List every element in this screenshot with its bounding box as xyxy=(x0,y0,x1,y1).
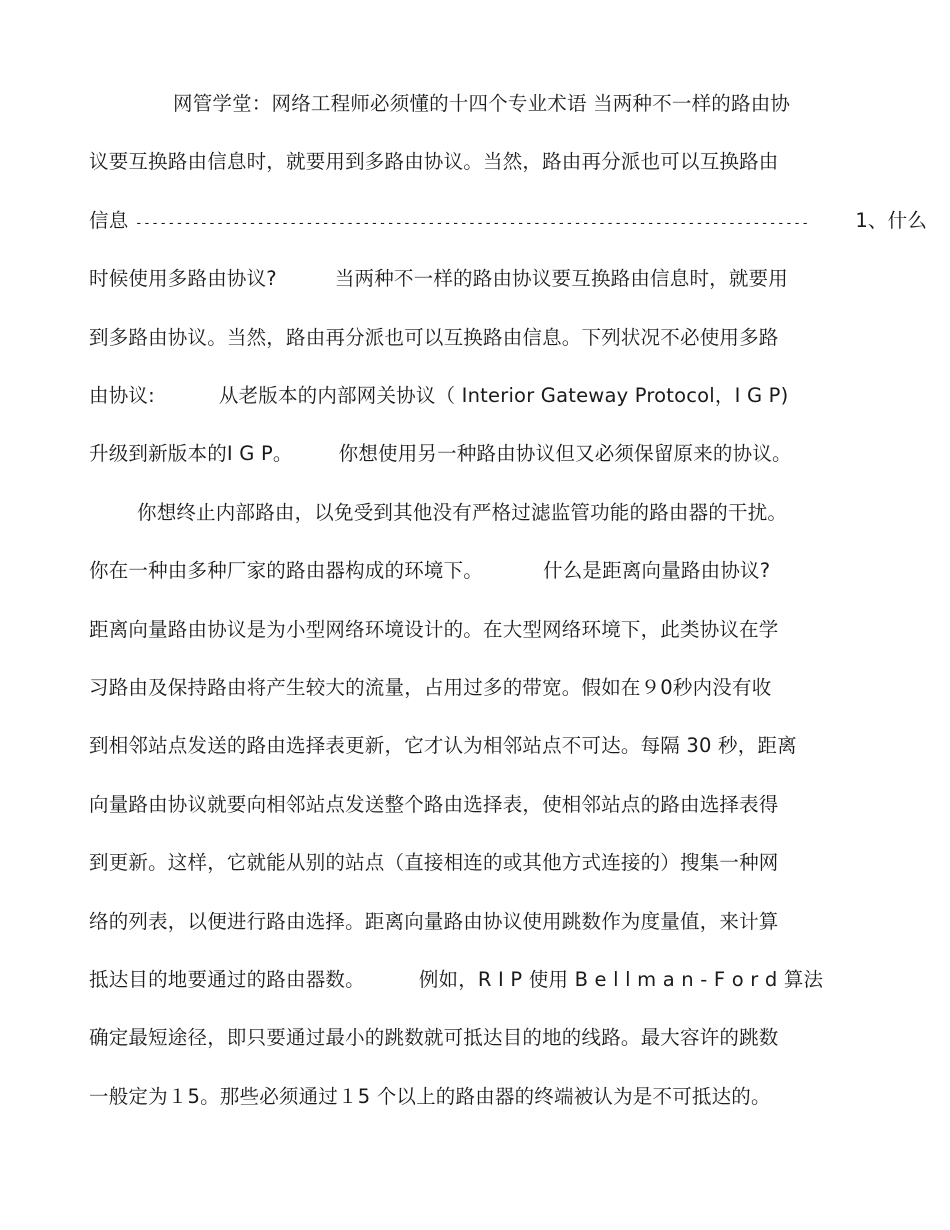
text-line xyxy=(89,380,864,412)
separator-dashes: ----------------------------------------------------------------------------------- xyxy=(134,216,810,231)
text-segment: 你想终止内部路由，以免受到其他没有严格过滤监管功能的路由器的干扰。 xyxy=(137,501,788,524)
text-line xyxy=(89,789,864,821)
text-segment: 当两种不一样的路由协议要互换路由信息时，就要用 xyxy=(334,267,788,290)
text-segment: 确定最短途径，即只要通过最小的跳数就可抵达目的地的线路。最大容许的跳数 xyxy=(89,1026,779,1049)
text-segment: 什么是距离向量路由协议? xyxy=(543,559,771,582)
text-line xyxy=(89,555,864,587)
text-line xyxy=(89,614,864,646)
text-segment: 向量路由协议就要向相邻站点发送整个路由选择表，使相邻站点的路由选择表得 xyxy=(89,793,779,816)
text-segment: 从老版本的内部网关协议（ Interior Gateway Protocol，I G P) xyxy=(218,384,789,407)
text-segment: 网管学堂：网络工程师必须懂的十四个专业术语 当两种不一样的路由协 xyxy=(173,92,791,115)
text-line xyxy=(89,672,864,704)
text-segment: 升级到新版本的I G P。 xyxy=(89,442,293,465)
text-segment: 络的列表，以便进行路由选择。距离向量路由协议使用跳数作为度量值，来计算 xyxy=(89,910,779,933)
text-segment: 议要互换路由信息时，就要用到多路由协议。当然，路由再分派也可以互换路由 xyxy=(89,150,779,173)
text-line xyxy=(89,1081,864,1113)
text-segment: 时候使用多路由协议? xyxy=(89,267,277,290)
text-line xyxy=(89,322,864,354)
text-segment: 抵达目的地要通过的路由器数。 xyxy=(89,968,365,991)
text-line xyxy=(89,263,864,295)
text-line xyxy=(89,438,864,470)
text-line xyxy=(89,497,864,529)
text-segment: 信息 xyxy=(89,209,135,232)
text-segment: 你在一种由多种厂家的路由器构成的环境下。 xyxy=(89,559,484,582)
text-segment: 一般定为１5。那些必须通过１5 个以上的路由器的终端被认为是不可抵达的。 xyxy=(89,1085,771,1108)
text-segment: 你想使用另一种路由协议但又必须保留原来的协议。 xyxy=(338,442,792,465)
text-line xyxy=(89,847,864,879)
text-segment: 距离向量路由协议是为小型网络环境设计的。在大型网络环境下，此类协议在学 xyxy=(89,618,779,641)
text-line xyxy=(89,730,864,762)
text-line xyxy=(89,1022,864,1054)
text-segment: 例如，R I P 使用 B e l l m a n - F o r d 算法 xyxy=(418,968,824,991)
text-line xyxy=(89,964,864,996)
text-line xyxy=(89,205,928,237)
text-segment: 习路由及保持路由将产生较大的流量，占用过多的带宽。假如在９0秒内没有收 xyxy=(89,676,772,699)
text-line xyxy=(89,88,864,120)
text-segment: 到更新。这样，它就能从别的站点（直接相连的或其他方式连接的）搜集一种网 xyxy=(89,851,779,874)
text-segment: 到相邻站点发送的路由选择表更新，它才认为相邻站点不可达。每隔 30 秒，距离 xyxy=(89,734,797,757)
text-segment: 由协议: xyxy=(89,384,155,407)
text-line xyxy=(89,146,864,178)
text-line xyxy=(89,906,864,938)
text-segment: 到多路由协议。当然，路由再分派也可以互换路由信息。下列状况不必使用多路 xyxy=(89,326,779,349)
text-segment: 1、什么 xyxy=(855,209,928,232)
